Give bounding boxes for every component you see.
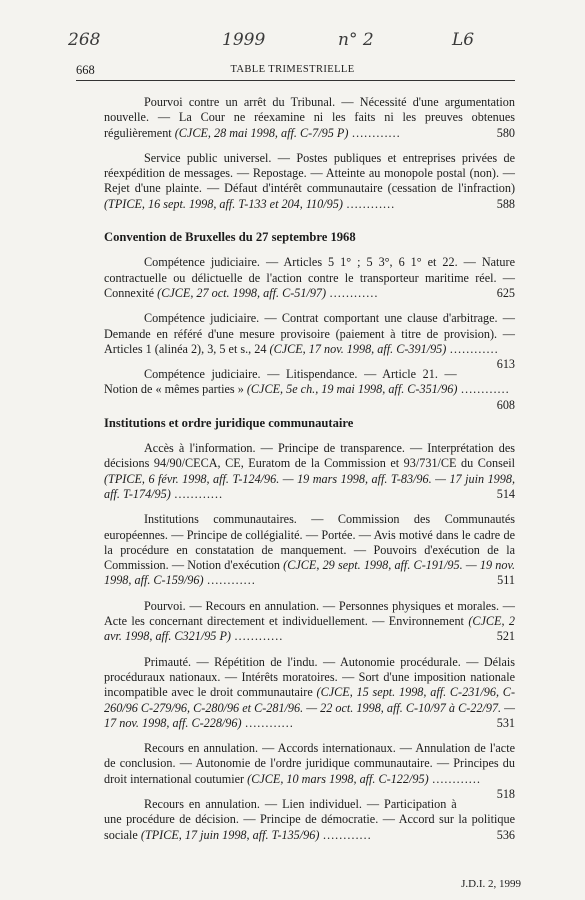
journal-reference: J.D.I. 2, 1999 <box>461 878 521 890</box>
entry-text: Recours en annulation. — Lien individuel. — Participation à une procédure de décision. — Principe de démocratie. — Accord sur la politique sociale <box>104 796 515 842</box>
entry-citation: (CJCE, 29 sept. 1998, aff. C-191/95. — 19 nov. 1998, aff. C-159/96) <box>104 558 515 588</box>
entry-page-number: 613 <box>496 357 515 372</box>
leader-dots: ………… <box>431 771 481 786</box>
entry-page-number: 588 <box>496 196 515 211</box>
index-entry <box>104 655 515 731</box>
entry-text: Compétence judiciaire. — Litispendance. — Article 21. — Notion de « mêmes parties » <box>104 367 457 397</box>
index-entry <box>104 151 515 212</box>
index-entry <box>104 255 515 301</box>
entry-citation: (TPICE, 6 févr. 1998, aff. T-124/96. — 19 mars 1998, aff. T-83/96. — 17 juin 1998, aff. T-174/95) <box>104 471 515 501</box>
entry-page-number: 521 <box>496 629 515 644</box>
leader-dots: ………… <box>322 827 372 842</box>
entry-page-number: 514 <box>496 486 515 501</box>
leader-dots: ………… <box>460 382 510 397</box>
entry-page-number: 518 <box>496 786 515 801</box>
leader-dots: ………… <box>234 629 283 644</box>
running-title: TABLE TRIMESTRIELLE <box>230 64 355 75</box>
entry-citation: (CJCE, 28 mai 1998, aff. C-7/95 P) <box>174 125 349 140</box>
leader-dots: ………… <box>449 341 499 356</box>
entry-page-number: 511 <box>497 573 515 588</box>
header-rule <box>76 80 515 81</box>
entry-citation: (CJCE, 15 sept. 1998, aff. C-231/96, C-260/96 C-279/96, C-280/96 et C-281/96. — 22 oct. 1998, aff. C-10/97 à C-22/97. — 17 nov. 1998, aff. C-228/96) <box>104 685 515 730</box>
entry-page-number: 608 <box>496 397 515 412</box>
handwritten-note-2: 1999 <box>222 30 266 50</box>
index-entry <box>104 441 515 502</box>
entry-text: Pourvoi. — Recours en annulation. — Personnes physiques et morales. — Acte les concernant directement et individuellement. — Environnement <box>104 598 515 629</box>
entry-citation: (CJCE, 2 avr. 1998, aff. C321/95 P) <box>104 614 516 644</box>
leader-dots: ………… <box>173 486 223 501</box>
entry-citation: (CJCE, 17 nov. 1998, aff. C-391/95) <box>269 341 447 356</box>
entry-text: Recours en annulation. — Accords internationaux. — Annulation de l'acte de conclusion. — Autonomie de l'ordre juridique communautaire. — Principes du droit international coutumier <box>104 741 515 786</box>
leader-dots: ………… <box>345 196 395 211</box>
index-entry <box>104 599 515 645</box>
handwritten-note-1: 268 <box>68 30 101 50</box>
index-entry <box>104 512 515 588</box>
page-number: 668 <box>76 63 95 77</box>
index-entry <box>104 367 515 412</box>
entry-text: Compétence judiciaire. — Articles 5 1° ; 5 3°, 6 1° et 22. — Nature contractuelle ou délictuelle de l'action contre le transporteur maritime réel. — Connexité <box>104 255 515 300</box>
index-entry <box>104 95 515 141</box>
section-title: Convention de Bruxelles du 27 septembre 1968 <box>104 230 356 245</box>
entry-page-number: 536 <box>496 827 515 842</box>
section-title: Institutions et ordre juridique communautaire <box>104 415 354 430</box>
entry-citation: (CJCE, 5e ch., 19 mai 1998, aff. C-351/96) <box>246 382 458 397</box>
entry-text: Primauté. — Répétition de l'indu. — Autonomie procédurale. — Délais procéduraux nationaux. — Intérêts moratoires. — Sort d'une imposition nationale incompatible avec le droit communautaire <box>104 654 515 700</box>
leader-dots: ………… <box>206 573 256 588</box>
entry-page-number: 531 <box>496 715 515 730</box>
entry-page-number: 625 <box>496 285 515 300</box>
entry-text: Accès à l'information. — Principe de transparence. — Interprétation des décisions 94/90/CECA, CE, Euratom de la Commission et 93/731/CE du Conseil <box>104 441 515 471</box>
entry-citation: (CJCE, 10 mars 1998, aff. C-122/95) <box>247 771 429 786</box>
entry-text: Institutions communautaires. — Commission des Communautés européennes. — Principe de collégialité. — Portée. — Avis motivé dans le cadre de la procédure en constatation de manquement. — Pouvoirs d'exécution de la Commission. — Notion d'exécution <box>104 512 515 573</box>
entry-citation: (TPICE, 16 sept. 1998, aff. T-133 et 204, 110/95) <box>104 196 343 211</box>
entry-citation: (TPICE, 17 juin 1998, aff. T-135/96) <box>140 827 320 842</box>
leader-dots: ………… <box>329 285 378 300</box>
index-entry <box>104 797 515 843</box>
handwritten-note-3: n° 2 <box>338 30 374 50</box>
leader-dots: ………… <box>244 715 294 730</box>
entry-text: Service public universel. — Postes publiques et entreprises privées de réexpédition de messages. — Repostage. — Atteinte au monopole postal (non). — Rejet d'une plainte. — Défaut d'intérêt communautaire (cessation de l'infraction) <box>104 150 515 196</box>
handwritten-note-4: L6 <box>452 30 475 50</box>
entry-text: Pourvoi contre un arrêt du Tribunal. — Nécessité d'une argumentation nouvelle. — La Cour ne réexamine ni les faits ni les preuves obtenues régulièrement <box>104 95 515 140</box>
index-entry <box>104 311 515 372</box>
leader-dots: ………… <box>351 125 401 140</box>
entry-citation: (CJCE, 27 oct. 1998, aff. C-51/97) <box>157 285 327 300</box>
entry-text: Compétence judiciaire. — Contrat comportant une clause d'arbitrage. — Demande en référé d'une mesure provisoire (paiement à titre de provision). — Articles 1 (alinéa 2), 3, 5 et s., 24 <box>104 311 515 356</box>
entry-page-number: 580 <box>496 125 515 140</box>
index-content <box>104 95 515 853</box>
index-entry <box>104 741 515 801</box>
